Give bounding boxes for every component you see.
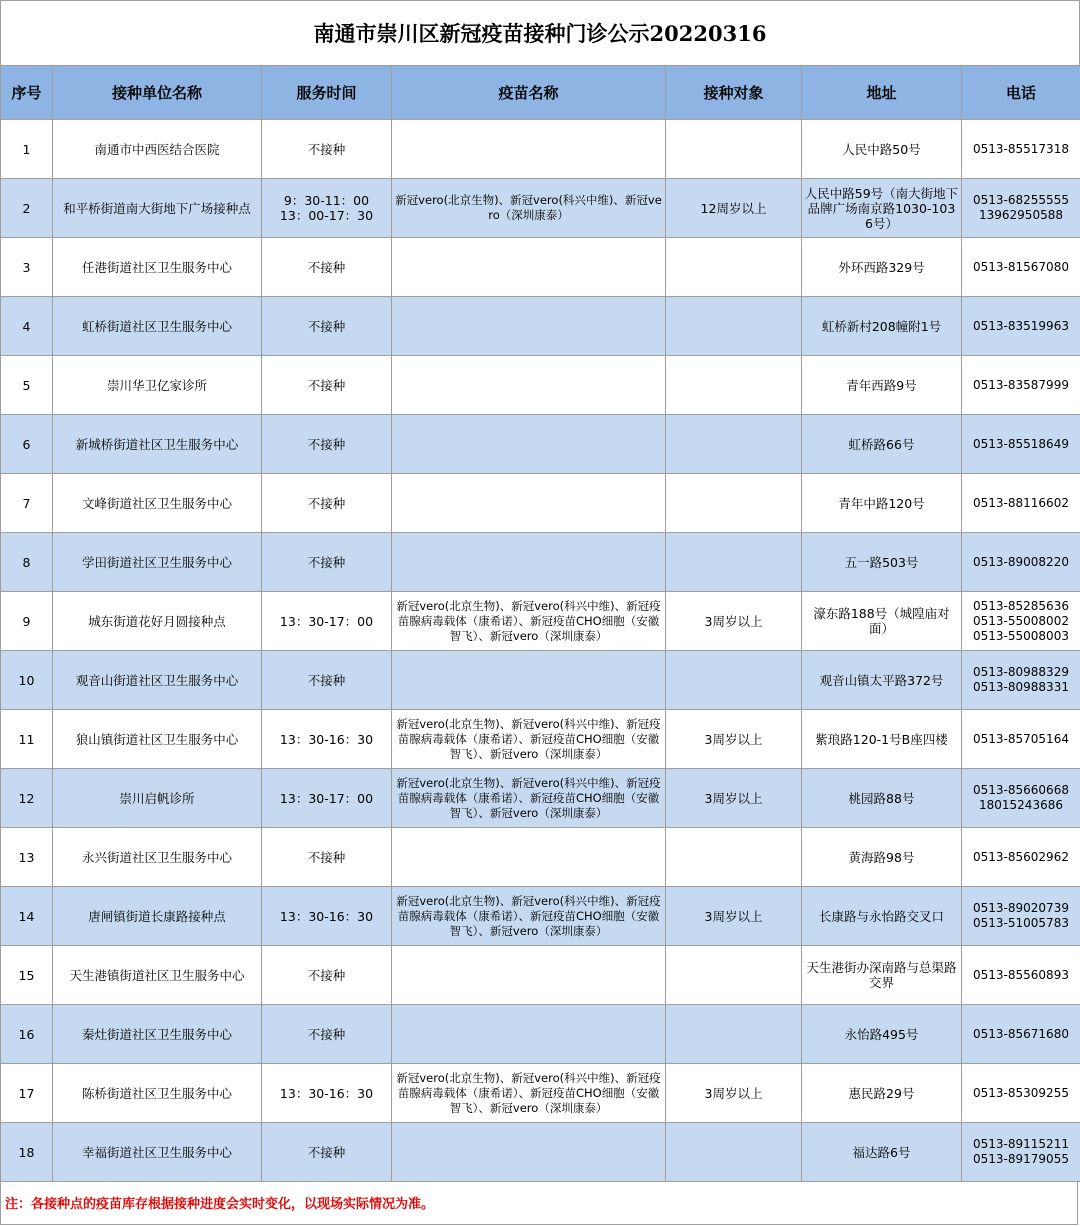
cell-time: 不接种 [262,1123,392,1182]
cell-phone: 0513-81567080 [962,238,1080,297]
table-row [1,828,1080,887]
cell-no: 11 [1,710,53,769]
table-row [1,533,1080,592]
cell-no: 15 [1,946,53,1005]
cell-target: 3周岁以上 [666,710,802,769]
cell-phone: 0513-89115211 0513-89179055 [962,1123,1080,1182]
cell-unit: 狼山镇街道社区卫生服务中心 [53,710,262,769]
cell-address: 黄海路98号 [802,828,962,887]
cell-time: 9：30-11：00 13：00-17：30 [262,179,392,238]
cell-vaccine [392,120,666,179]
table-row [1,120,1080,179]
page-title: 南通市崇川区新冠疫苗接种门诊公示20220316 [0,0,1080,65]
cell-target [666,120,802,179]
cell-unit: 城东街道花好月圆接种点 [53,592,262,651]
cell-address: 惠民路29号 [802,1064,962,1123]
cell-unit: 虹桥街道社区卫生服务中心 [53,297,262,356]
cell-target [666,828,802,887]
cell-phone: 0513-85517318 [962,120,1080,179]
cell-unit: 观音山街道社区卫生服务中心 [53,651,262,710]
cell-target: 3周岁以上 [666,887,802,946]
cell-target: 3周岁以上 [666,769,802,828]
cell-time: 13：30-17：00 [262,769,392,828]
cell-phone: 0513-89008220 [962,533,1080,592]
cell-time: 不接种 [262,828,392,887]
cell-address: 青年中路120号 [802,474,962,533]
cell-phone: 0513-68255555 13962950588 [962,179,1080,238]
cell-vaccine [392,297,666,356]
header-phone: 电话 [962,66,1080,120]
cell-target: 3周岁以上 [666,592,802,651]
cell-target [666,356,802,415]
cell-time: 不接种 [262,474,392,533]
cell-target [666,1005,802,1064]
cell-address: 天生港街办深南路与总渠路交界 [802,946,962,1005]
cell-no: 4 [1,297,53,356]
cell-target [666,238,802,297]
cell-unit: 和平桥街道南大街地下广场接种点 [53,179,262,238]
cell-target [666,415,802,474]
cell-address: 永怡路495号 [802,1005,962,1064]
cell-vaccine: 新冠vero(北京生物)、新冠vero(科兴中维)、新冠疫苗腺病毒载体（康希诺）、新冠疫苗CHO细胞（安徽智飞）、新冠vero（深圳康泰） [392,1064,666,1123]
table-row [1,238,1080,297]
table-row [1,1064,1080,1123]
cell-target [666,946,802,1005]
table-row [1,474,1080,533]
header-address: 地址 [802,66,962,120]
table-row [1,1005,1080,1064]
cell-no: 3 [1,238,53,297]
footer-note: 注：各接种点的疫苗库存根据接种进度会实时变化，以现场实际情况为准。 [0,1181,1078,1225]
cell-address: 观音山镇太平路372号 [802,651,962,710]
cell-address: 青年西路9号 [802,356,962,415]
cell-no: 16 [1,1005,53,1064]
cell-unit: 文峰街道社区卫生服务中心 [53,474,262,533]
cell-phone: 0513-85705164 [962,710,1080,769]
cell-time: 不接种 [262,533,392,592]
cell-vaccine [392,1005,666,1064]
cell-target [666,533,802,592]
cell-no: 17 [1,1064,53,1123]
cell-vaccine [392,415,666,474]
cell-time: 13：30-16：30 [262,710,392,769]
cell-phone: 0513-85602962 [962,828,1080,887]
table-row [1,651,1080,710]
cell-unit: 陈桥街道社区卫生服务中心 [53,1064,262,1123]
cell-phone: 0513-85560893 [962,946,1080,1005]
cell-target [666,474,802,533]
cell-no: 1 [1,120,53,179]
cell-phone: 0513-85518649 [962,415,1080,474]
cell-time: 不接种 [262,297,392,356]
cell-no: 10 [1,651,53,710]
cell-unit: 天生港镇街道社区卫生服务中心 [53,946,262,1005]
cell-vaccine [392,946,666,1005]
cell-vaccine: 新冠vero(北京生物)、新冠vero(科兴中维)、新冠疫苗腺病毒载体（康希诺）、新冠疫苗CHO细胞（安徽智飞）、新冠vero（深圳康泰） [392,592,666,651]
cell-address: 人民中路59号（南大街地下品牌广场南京路1030-1036号） [802,179,962,238]
cell-no: 13 [1,828,53,887]
table-header-row [1,66,1080,120]
cell-phone: 0513-83519963 [962,297,1080,356]
table-row [1,887,1080,946]
cell-time: 不接种 [262,1005,392,1064]
cell-vaccine [392,533,666,592]
cell-no: 14 [1,887,53,946]
cell-unit: 南通市中西医结合医院 [53,120,262,179]
cell-phone: 0513-88116602 [962,474,1080,533]
cell-vaccine: 新冠vero(北京生物)、新冠vero(科兴中维)、新冠vero（深圳康泰） [392,179,666,238]
cell-address: 紫琅路120-1号B座四楼 [802,710,962,769]
cell-target [666,651,802,710]
cell-time: 不接种 [262,238,392,297]
cell-phone: 0513-85285636 0513-55008002 0513-55008003 [962,592,1080,651]
table-body [1,120,1080,1182]
cell-address: 虹桥新村208幢附1号 [802,297,962,356]
cell-phone: 0513-85309255 [962,1064,1080,1123]
table-row [1,297,1080,356]
cell-no: 18 [1,1123,53,1182]
cell-phone: 0513-89020739 0513-51005783 [962,887,1080,946]
table-row [1,1123,1080,1182]
table-row [1,179,1080,238]
cell-no: 2 [1,179,53,238]
cell-no: 12 [1,769,53,828]
cell-unit: 崇川华卫亿家诊所 [53,356,262,415]
cell-phone: 0513-80988329 0513-80988331 [962,651,1080,710]
header-no: 序号 [1,66,53,120]
cell-address: 五一路503号 [802,533,962,592]
header-vaccine: 疫苗名称 [392,66,666,120]
cell-no: 9 [1,592,53,651]
cell-time: 不接种 [262,946,392,1005]
cell-address: 虹桥路66号 [802,415,962,474]
cell-time: 13：30-17：00 [262,592,392,651]
cell-phone: 0513-85671680 [962,1005,1080,1064]
cell-vaccine [392,474,666,533]
table-row [1,946,1080,1005]
cell-no: 6 [1,415,53,474]
cell-address: 外环西路329号 [802,238,962,297]
cell-no: 5 [1,356,53,415]
cell-time: 13：30-16：30 [262,1064,392,1123]
cell-vaccine [392,1123,666,1182]
table-row [1,710,1080,769]
cell-unit: 永兴街道社区卫生服务中心 [53,828,262,887]
header-unit: 接种单位名称 [53,66,262,120]
cell-address: 福达路6号 [802,1123,962,1182]
cell-target: 12周岁以上 [666,179,802,238]
cell-unit: 唐闸镇街道长康路接种点 [53,887,262,946]
cell-unit: 崇川启帆诊所 [53,769,262,828]
table-row [1,415,1080,474]
table-row [1,356,1080,415]
clinic-table [0,65,1080,1182]
cell-target [666,1123,802,1182]
table-row [1,592,1080,651]
cell-phone: 0513-85660668 18015243686 [962,769,1080,828]
cell-time: 13：30-16：30 [262,887,392,946]
cell-no: 7 [1,474,53,533]
cell-unit: 任港街道社区卫生服务中心 [53,238,262,297]
cell-vaccine: 新冠vero(北京生物)、新冠vero(科兴中维)、新冠疫苗腺病毒载体（康希诺）、新冠疫苗CHO细胞（安徽智飞）、新冠vero（深圳康泰） [392,710,666,769]
cell-vaccine [392,828,666,887]
table-row [1,769,1080,828]
cell-target [666,297,802,356]
cell-vaccine [392,651,666,710]
cell-time: 不接种 [262,651,392,710]
cell-time: 不接种 [262,356,392,415]
cell-no: 8 [1,533,53,592]
cell-vaccine [392,238,666,297]
cell-unit: 幸福街道社区卫生服务中心 [53,1123,262,1182]
cell-unit: 新城桥街道社区卫生服务中心 [53,415,262,474]
cell-vaccine [392,356,666,415]
cell-phone: 0513-83587999 [962,356,1080,415]
cell-address: 濠东路188号（城隍庙对面） [802,592,962,651]
cell-vaccine: 新冠vero(北京生物)、新冠vero(科兴中维)、新冠疫苗腺病毒载体（康希诺）、新冠疫苗CHO细胞（安徽智飞）、新冠vero（深圳康泰） [392,769,666,828]
cell-unit: 秦灶街道社区卫生服务中心 [53,1005,262,1064]
header-time: 服务时间 [262,66,392,120]
cell-time: 不接种 [262,120,392,179]
cell-address: 人民中路50号 [802,120,962,179]
cell-address: 桃园路88号 [802,769,962,828]
cell-address: 长康路与永怡路交叉口 [802,887,962,946]
cell-unit: 学田街道社区卫生服务中心 [53,533,262,592]
cell-vaccine: 新冠vero(北京生物)、新冠vero(科兴中维)、新冠疫苗腺病毒载体（康希诺）、新冠疫苗CHO细胞（安徽智飞）、新冠vero（深圳康泰） [392,887,666,946]
cell-target: 3周岁以上 [666,1064,802,1123]
cell-time: 不接种 [262,415,392,474]
header-target: 接种对象 [666,66,802,120]
